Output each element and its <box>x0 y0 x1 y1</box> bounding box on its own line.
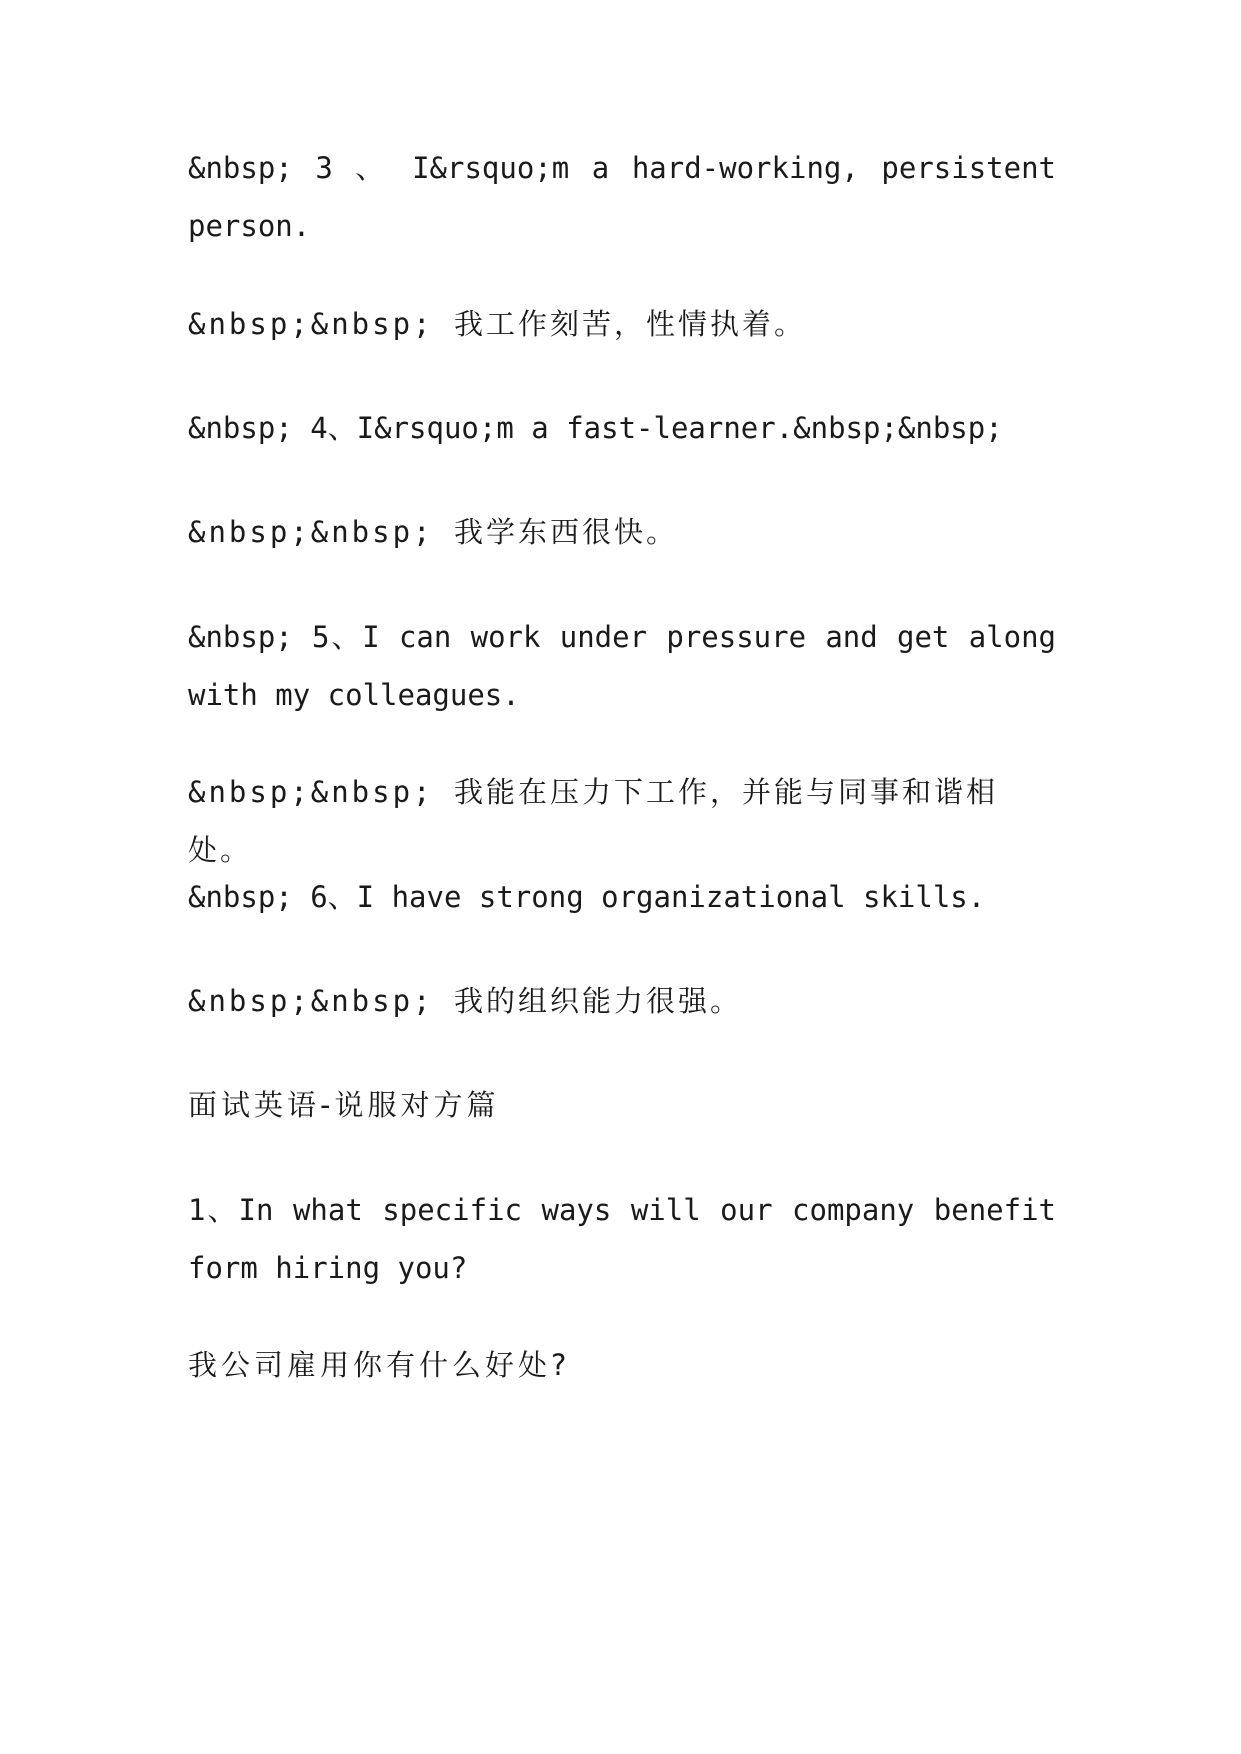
paragraph-item-6-chinese: &nbsp;&nbsp; 我的组织能力很强。 <box>188 984 742 1018</box>
paragraph-item-5-english: &nbsp; 5、I can work under pressure and get along with my colleagues. <box>188 620 1056 712</box>
question-english: 1、In what specific ways will our company benefit form hiring you? <box>188 1193 1056 1285</box>
paragraph-item-5-chinese: &nbsp;&nbsp; 我能在压力下工作，并能与同事和谐相处。 <box>188 775 998 867</box>
question-chinese: 我公司雇用你有什么好处? <box>188 1348 571 1382</box>
paragraph-item-3-english: &nbsp; 3 、 I&rsquo;m a hard-working, persistent person. <box>188 151 1056 243</box>
paragraph-item-6-english: &nbsp; 6、I have strong organizational skills. <box>188 880 986 914</box>
paragraph-item-3-chinese: &nbsp;&nbsp; 我工作刻苦，性情执着。 <box>188 307 806 341</box>
paragraph-item-4-chinese: &nbsp;&nbsp; 我学东西很快。 <box>188 515 678 549</box>
paragraph-item-4-english: &nbsp; 4、I&rsquo;m a fast-learner.&nbsp;&nbsp; <box>188 411 1003 445</box>
section-heading: 面试英语-说服对方篇 <box>188 1088 500 1122</box>
